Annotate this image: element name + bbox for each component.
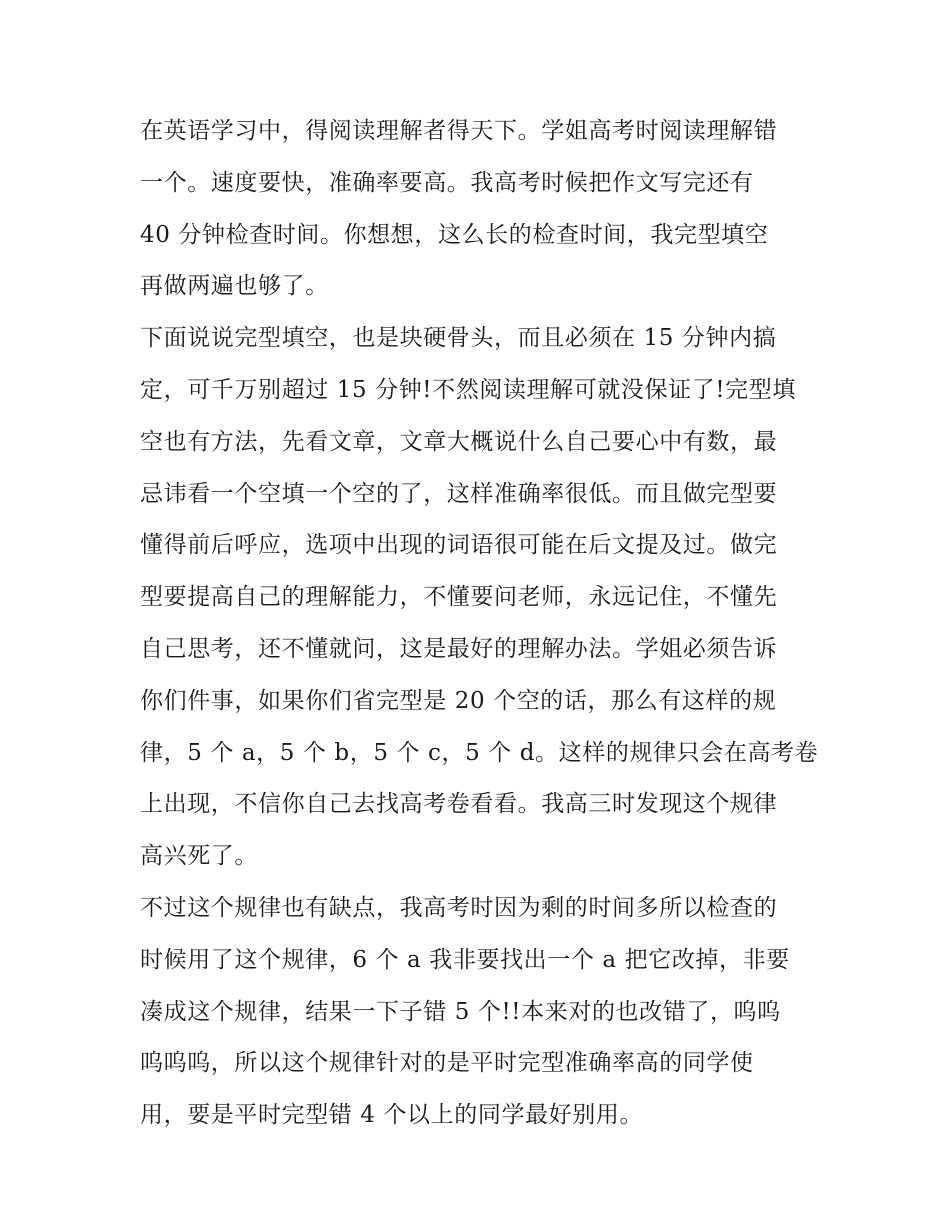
text-line: 自己思考，还不懂就问，这是最好的理解办法。学姐必须告诉 [140,635,778,662]
text-line: 懂得前后呼应，选项中出现的词语很可能在后文提及过。做完 [140,532,778,559]
text-line: 40 分钟检查时间。你想想，这么长的检查时间，我完型填空 [140,221,769,248]
text-line: 上出现，不信你自己去找高考卷看看。我高三时发现这个规律 [140,791,778,818]
document-body [140,106,820,1142]
text-line: 不过这个规律也有缺点，我高考时因为剩的时间多所以检查的 [140,894,778,921]
text-line: 时候用了这个规律，6 个 a 我非要找出一个 a 把它改掉，非要 [140,946,790,973]
text-line: 定，可千万别超过 15 分钟!不然阅读理解可就没保证了!完型填 [140,376,796,403]
text-line: 律，5 个 a，5 个 b，5 个 c，5 个 d。这样的规律只会在高考卷 [140,739,819,766]
text-line: 在英语学习中，得阅读理解者得天下。学姐高考时阅读理解错 [140,118,778,144]
text-line: 一个。速度要快，准确率要高。我高考时候把作文写完还有 [140,169,754,196]
text-line: 高兴死了。 [140,843,258,870]
text-line: 用，要是平时完型错 4 个以上的同学最好别用。 [140,1102,644,1129]
text-line: 凑成这个规律，结果一下子错 5 个!!本来对的也改错了，呜呜 [140,998,781,1025]
text-line: 忌讳看一个空填一个空的了，这样准确率很低。而且做完型要 [140,480,778,507]
text-line: 下面说说完型填空，也是块硬骨头，而且必须在 15 分钟内搞 [140,325,777,352]
text-line: 呜呜呜，所以这个规律针对的是平时完型准确率高的同学使 [140,1050,754,1077]
paragraph [140,883,820,1142]
paragraph [140,106,820,313]
paragraph [140,313,820,883]
text-line: 再做两遍也够了。 [140,273,329,300]
text-line: 型要提高自己的理解能力，不懂要问老师，永远记住，不懂先 [140,584,778,611]
text-line: 空也有方法，先看文章，文章大概说什么自己要心中有数，最 [140,428,778,455]
text-line: 你们件事，如果你们省完型是 20 个空的话，那么有这样的规 [140,687,777,714]
